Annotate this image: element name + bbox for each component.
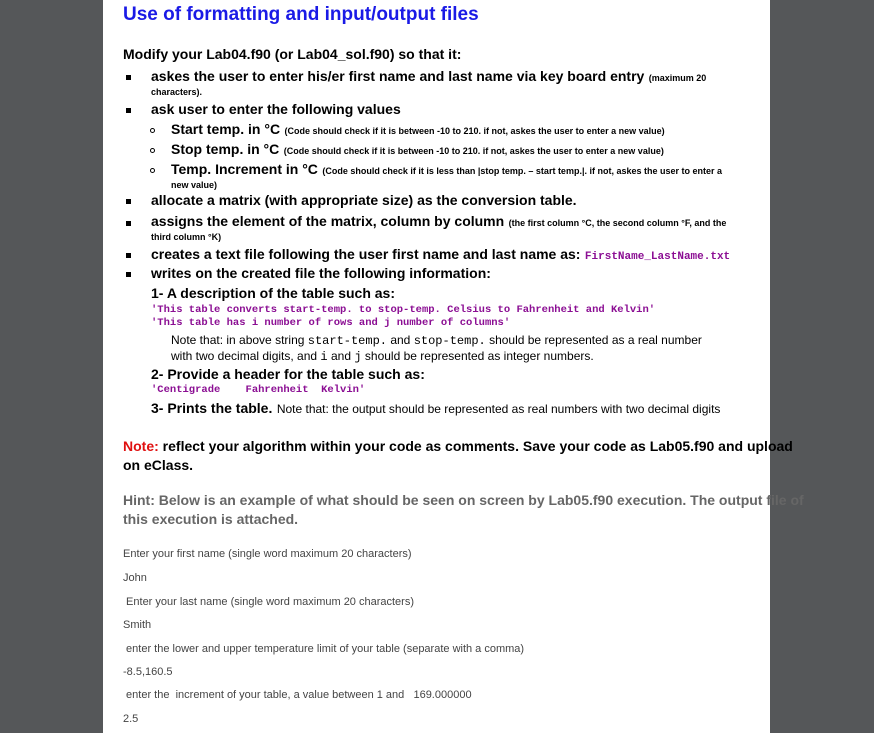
bullet-2: ask user to enter the following values (151, 101, 401, 117)
sub-item-stop-temp: Stop temp. in °C (Code should check if it is between -10 to 210. if not, askes the user to enter a new value) (171, 141, 664, 157)
note-line-2: with two decimal digits, and i and j should be represented as integer numbers. (171, 349, 594, 364)
bullet-4: assigns the element of the matrix, column by column (the first column °C, the second column °F, and the (151, 213, 727, 229)
numbered-1: 1- A description of the table such as: (151, 285, 396, 301)
bullet-6: writes on the created file the following information: (151, 265, 491, 281)
numbered-2: 2- Provide a header for the table such as: (151, 366, 425, 382)
bullet-icon (126, 75, 131, 80)
bullet-1-cont: characters). (151, 87, 203, 97)
note-line-1: Note that: in above string start-temp. and stop-temp. should be represented as a real number (171, 333, 702, 348)
bullet-4-cont: third column °K) (151, 232, 222, 242)
sample-line: enter the increment of your table, a value between 1 and 169.000000 (123, 689, 472, 701)
sample-line: -8.5,160.5 (123, 666, 173, 678)
sample-line: Smith (123, 619, 152, 631)
sub-item-increment: Temp. Increment in °C (Code should check if it is less than |stop temp. – start temp.|. if not, askes the user to enter a (171, 161, 723, 177)
bullet-icon (126, 272, 131, 277)
sample-line: Enter your first name (single word maximum 20 characters) (123, 548, 412, 560)
sample-line: enter the lower and upper temperature limit of your table (separate with a comma) (123, 643, 525, 655)
bullet-icon (126, 108, 131, 113)
circle-bullet-icon (150, 148, 155, 153)
sub-item-increment-cont: new value) (171, 180, 218, 190)
circle-bullet-icon (150, 168, 155, 173)
header-code: 'Centigrade Fahrenheit Kelvin' (151, 384, 366, 396)
hint-line-1: Hint: Below is an example of what should be seen on screen by Lab05.f90 execution. The output file of (123, 492, 804, 508)
bullet-3: allocate a matrix (with appropriate size) as the conversion table. (151, 192, 577, 208)
note-paragraph-cont: on eClass. (123, 457, 194, 473)
intro-line: Modify your Lab04.f90 (or Lab04_sol.f90) so that it: (123, 46, 462, 62)
circle-bullet-icon (150, 128, 155, 133)
bullet-5: creates a text file following the user first name and last name as: FirstName_LastName.txt (151, 246, 731, 263)
code-line-2: 'This table has i number of rows and j number of columns' (151, 317, 511, 329)
sample-line: John (123, 572, 147, 584)
note-paragraph: Note: reflect your algorithm within your code as comments. Save your code as Lab05.f90 and upload (123, 438, 793, 454)
sub-item-start-temp: Start temp. in °C (Code should check if it is between -10 to 210. if not, askes the user to enter a new value) (171, 121, 665, 137)
code-line-1: 'This table converts start-temp. to stop-temp. Celsius to Fahrenheit and Kelvin' (151, 304, 656, 316)
bullet-1: askes the user to enter his/er first name and last name via key board entry (maximum 20 (151, 68, 707, 84)
bullet-icon (126, 199, 131, 204)
sample-line: Enter your last name (single word maximum 20 characters) (123, 596, 414, 608)
document-page (103, 0, 804, 733)
hint-line-2: this execution is attached. (123, 511, 299, 527)
bullet-icon (126, 253, 131, 258)
bullet-icon (126, 221, 131, 226)
numbered-3: 3- Prints the table. Note that: the output should be represented as real numbers with two decimal digits (151, 400, 721, 416)
page-title: Use of formatting and input/output files (123, 4, 479, 25)
sample-line: 2.5 (123, 713, 139, 725)
